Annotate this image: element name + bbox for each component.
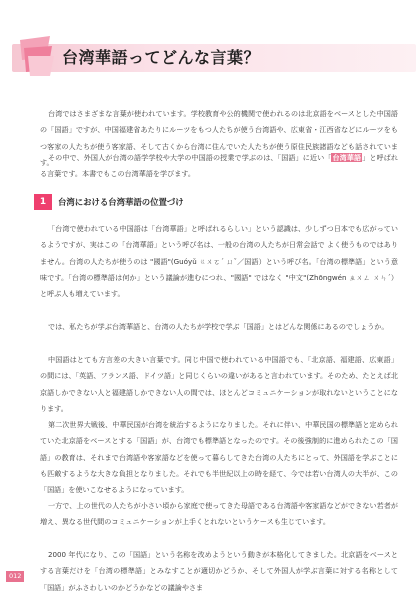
page-title: 台湾華語ってどんな言葉？ <box>62 48 261 67</box>
body-paragraph-1: 「台湾で使われている中国語は「台湾華語」と呼ばれるらしい」という認識は、少しずつ日本でも広がっているようですが、実はこの「台湾華語」という呼び名は、一般の台湾の人たちが日常会話で よく使うものではありません。台湾の人たちが使うのは "國語"(Guóyǔ ㄍㄨㄛˊ ㄩˇ／国語）という呼び名。「台湾の標準語」という意味です。「台湾の標準語は何か」という議論が進むにつれ、"國語" ではなく "中文"(Zhōngwén ㄓㄨㄥ ㄨㄣˊ）と呼ぶ人も増えています。 <box>40 224 398 299</box>
section-number: 1 <box>34 194 52 210</box>
chapter-title-band <box>0 30 420 86</box>
body-paragraph-5: 一方で、上の世代の人たちが小さい頃から家庭で使ってきた母語である台湾語や客家語などができない若者が増え、異なる世代間のコミュニケーションが上手くとれないというケースも生じています。 <box>40 501 398 527</box>
page-number: 012 <box>6 571 24 582</box>
ribbon-icon <box>16 34 56 78</box>
highlight-term: 台湾華語 <box>332 153 362 162</box>
intro-paragraph-1: 台湾ではさまざまな言葉が使われています。学校教育や公的機関で使われるのは北京語をベースとした中国語の「国語」ですが、中国福建省あたりにルーツをもつ人たちが使う台湾語や、広東省・江西省などにルーツをもつ客家の人たちが使う客家語、そして古くから台湾に住んでいた人たちが使う原住民族諸語なども話されています。 <box>40 109 398 167</box>
body-paragraph-2: では、私たちが学ぶ台湾華語と、台湾の人たちが学校で学ぶ「国語」とはどんな関係にあるのでしょうか。 <box>48 322 389 331</box>
section-heading <box>34 194 394 210</box>
body-paragraph-6: 2000 年代になり、この「国語」という名称を改めようという動きが本格化してきました。北京語をベースとする言葉だけを「台湾の標準語」とみなすことが適切かどうか、そして外国人が学ぶ言葉に対する名称として「国語」がふさわしいのかどうかなどの議論やさま <box>40 550 398 592</box>
body-paragraph-4: 第二次世界大戦後、中華民国が台湾を統治するようになりました。それに伴い、中華民国の標準語と定められていた北京語をベースとする「国語」が、台湾でも標準語となったのです。その後強制的に進められたこの「国語」の教育は、それまで台湾語や客家語などを使って暮らしてきた台湾の人たちにとって、外国語を学ぶことにも匹敵するような大きな負担となりました。それでも半世紀以上の時を経て、今では若い台湾人の大半が、この「国語」を使いこなせるようになっています。 <box>40 420 398 495</box>
body-paragraph-3: 中国語はとても方言差の大きい言葉です。同じ中国で使われている中国語でも、「北京語、福建語、広東語」の間には、「英語、フランス語、ドイツ語」と同じくらいの違いがあると言われています。そのため、たとえば北京語しかできない人と福建語しかできない人の間では、ほとんどコミュニケーションが取れないということになります。 <box>40 355 398 413</box>
section-title: 台湾における台湾華語の位置づけ <box>58 197 184 207</box>
intro-paragraph-2: その中で、外国人が台湾の語学学校や大学の中国語の授業で学ぶのは、「国語」に近い「台湾華語」と呼ばれる言葉です。本書でもこの台湾華語を学びます。 <box>40 153 398 179</box>
